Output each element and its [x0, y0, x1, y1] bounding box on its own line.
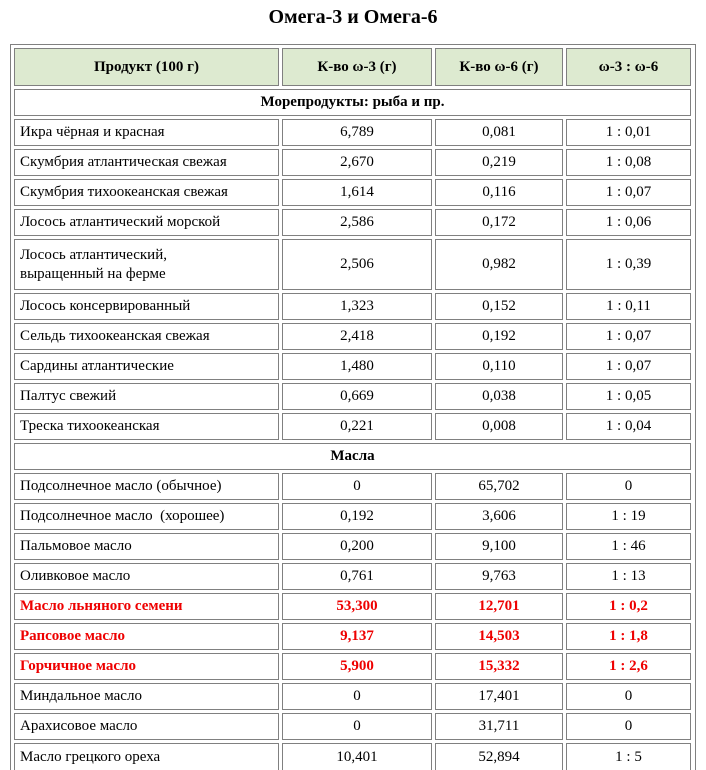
section-header-seafood [14, 89, 691, 116]
omega3-cell: 0 [282, 683, 432, 710]
ratio-cell: 1 : 0,04 [566, 413, 691, 440]
ratio-cell: 1 : 0,11 [566, 293, 691, 320]
omega6-cell: 0,038 [435, 383, 563, 410]
product-cell: Лосось консервированный [14, 293, 279, 320]
product-cell: Подсолнечное масло (обычное) [14, 473, 279, 500]
ratio-cell: 0 [566, 683, 691, 710]
omega6-cell: 17,401 [435, 683, 563, 710]
section-title: Масла [14, 443, 691, 470]
table-header-row [14, 48, 691, 86]
omega6-cell: 0,219 [435, 149, 563, 176]
omega6-cell: 15,332 [435, 653, 563, 680]
omega6-cell: 0,008 [435, 413, 563, 440]
product-cell: Сельдь тихоокеанская свежая [14, 323, 279, 350]
omega3-cell: 2,418 [282, 323, 432, 350]
omega3-cell: 0,192 [282, 503, 432, 530]
table-row [14, 473, 691, 500]
omega3-cell: 2,586 [282, 209, 432, 236]
omega3-cell: 1,323 [282, 293, 432, 320]
product-cell: Палтус свежий [14, 383, 279, 410]
omega6-cell: 0,982 [435, 239, 563, 290]
table-row [14, 239, 691, 290]
omega6-cell: 0,152 [435, 293, 563, 320]
table-row-highlighted [14, 593, 691, 620]
product-cell: Миндальное масло [14, 683, 279, 710]
omega3-cell: 2,670 [282, 149, 432, 176]
table-row-highlighted [14, 623, 691, 650]
omega6-cell: 0,110 [435, 353, 563, 380]
ratio-cell: 1 : 0,2 [566, 593, 691, 620]
table-row [14, 179, 691, 206]
table-row-highlighted [14, 653, 691, 680]
omega6-cell: 0,192 [435, 323, 563, 350]
omega3-cell: 53,300 [282, 593, 432, 620]
omega3-cell: 0 [282, 473, 432, 500]
omega6-cell: 14,503 [435, 623, 563, 650]
omega6-cell: 3,606 [435, 503, 563, 530]
ratio-cell: 1 : 0,05 [566, 383, 691, 410]
table-row [14, 533, 691, 560]
ratio-cell: 1 : 0,08 [566, 149, 691, 176]
table-row [14, 383, 691, 410]
product-cell [14, 239, 279, 290]
table-row [14, 413, 691, 440]
omega6-cell: 9,100 [435, 533, 563, 560]
ratio-cell: 1 : 0,06 [566, 209, 691, 236]
product-cell: Скумбрия тихоокеанская свежая [14, 179, 279, 206]
ratio-cell: 1 : 0,01 [566, 119, 691, 146]
omega3-cell: 0,200 [282, 533, 432, 560]
header-omega6: К-во ω-6 (г) [435, 48, 563, 86]
product-cell: Горчичное масло [14, 653, 279, 680]
ratio-cell: 1 : 0,07 [566, 323, 691, 350]
section-header-oils [14, 443, 691, 470]
product-cell: Рапсовое масло [14, 623, 279, 650]
table-row [14, 503, 691, 530]
omega6-cell: 0,172 [435, 209, 563, 236]
ratio-cell: 1 : 0,39 [566, 239, 691, 290]
product-cell: Скумбрия атлантическая свежая [14, 149, 279, 176]
product-cell: Масло грецкого ореха [14, 743, 279, 770]
product-cell: Арахисовое масло [14, 713, 279, 740]
omega-table [11, 45, 694, 770]
omega6-cell: 12,701 [435, 593, 563, 620]
omega6-cell: 0,116 [435, 179, 563, 206]
omega3-cell: 0,761 [282, 563, 432, 590]
table-row [14, 713, 691, 740]
table-row [14, 743, 691, 770]
ratio-cell: 1 : 0,07 [566, 179, 691, 206]
omega6-cell: 52,894 [435, 743, 563, 770]
product-cell: Оливковое масло [14, 563, 279, 590]
omega3-cell: 2,506 [282, 239, 432, 290]
header-omega3: К-во ω-3 (г) [282, 48, 432, 86]
table-row [14, 209, 691, 236]
table-row [14, 119, 691, 146]
omega3-cell: 5,900 [282, 653, 432, 680]
omega3-cell: 9,137 [282, 623, 432, 650]
product-cell: Икра чёрная и красная [14, 119, 279, 146]
ratio-cell: 0 [566, 473, 691, 500]
ratio-cell: 1 : 2,6 [566, 653, 691, 680]
ratio-cell: 1 : 13 [566, 563, 691, 590]
omega3-cell: 1,480 [282, 353, 432, 380]
omega3-cell: 0 [282, 713, 432, 740]
ratio-cell: 1 : 19 [566, 503, 691, 530]
ratio-cell: 1 : 1,8 [566, 623, 691, 650]
omega6-cell: 9,763 [435, 563, 563, 590]
product-cell: Подсолнечное масло (хорошее) [14, 503, 279, 530]
omega3-cell: 10,401 [282, 743, 432, 770]
table-row [14, 323, 691, 350]
section-title: Морепродукты: рыба и пр. [14, 89, 691, 116]
omega3-cell: 6,789 [282, 119, 432, 146]
page-title: Омега-3 и Омега-6 [268, 6, 438, 28]
omega6-cell: 31,711 [435, 713, 563, 740]
omega3-cell: 0,221 [282, 413, 432, 440]
table-row [14, 293, 691, 320]
table-row [14, 683, 691, 710]
ratio-cell: 0 [566, 713, 691, 740]
product-cell: Сардины атлантические [14, 353, 279, 380]
omega6-cell: 0,081 [435, 119, 563, 146]
table-row [14, 149, 691, 176]
header-product: Продукт (100 г) [14, 48, 279, 86]
table-row [14, 563, 691, 590]
ratio-cell: 1 : 46 [566, 533, 691, 560]
ratio-cell: 1 : 5 [566, 743, 691, 770]
table-row [14, 353, 691, 380]
ratio-cell: 1 : 0,07 [566, 353, 691, 380]
product-cell: Лосось атлантический морской [14, 209, 279, 236]
product-cell: Пальмовое масло [14, 533, 279, 560]
product-line-1: Лосось атлантический, [20, 246, 167, 263]
omega3-cell: 1,614 [282, 179, 432, 206]
header-ratio: ω-3 : ω-6 [566, 48, 691, 86]
omega3-cell: 0,669 [282, 383, 432, 410]
omega-table-frame [10, 44, 696, 770]
omega6-cell: 65,702 [435, 473, 563, 500]
product-line-2: выращенный на ферме [20, 265, 166, 282]
product-cell: Треска тихоокеанская [14, 413, 279, 440]
product-cell: Масло льняного семени [14, 593, 279, 620]
